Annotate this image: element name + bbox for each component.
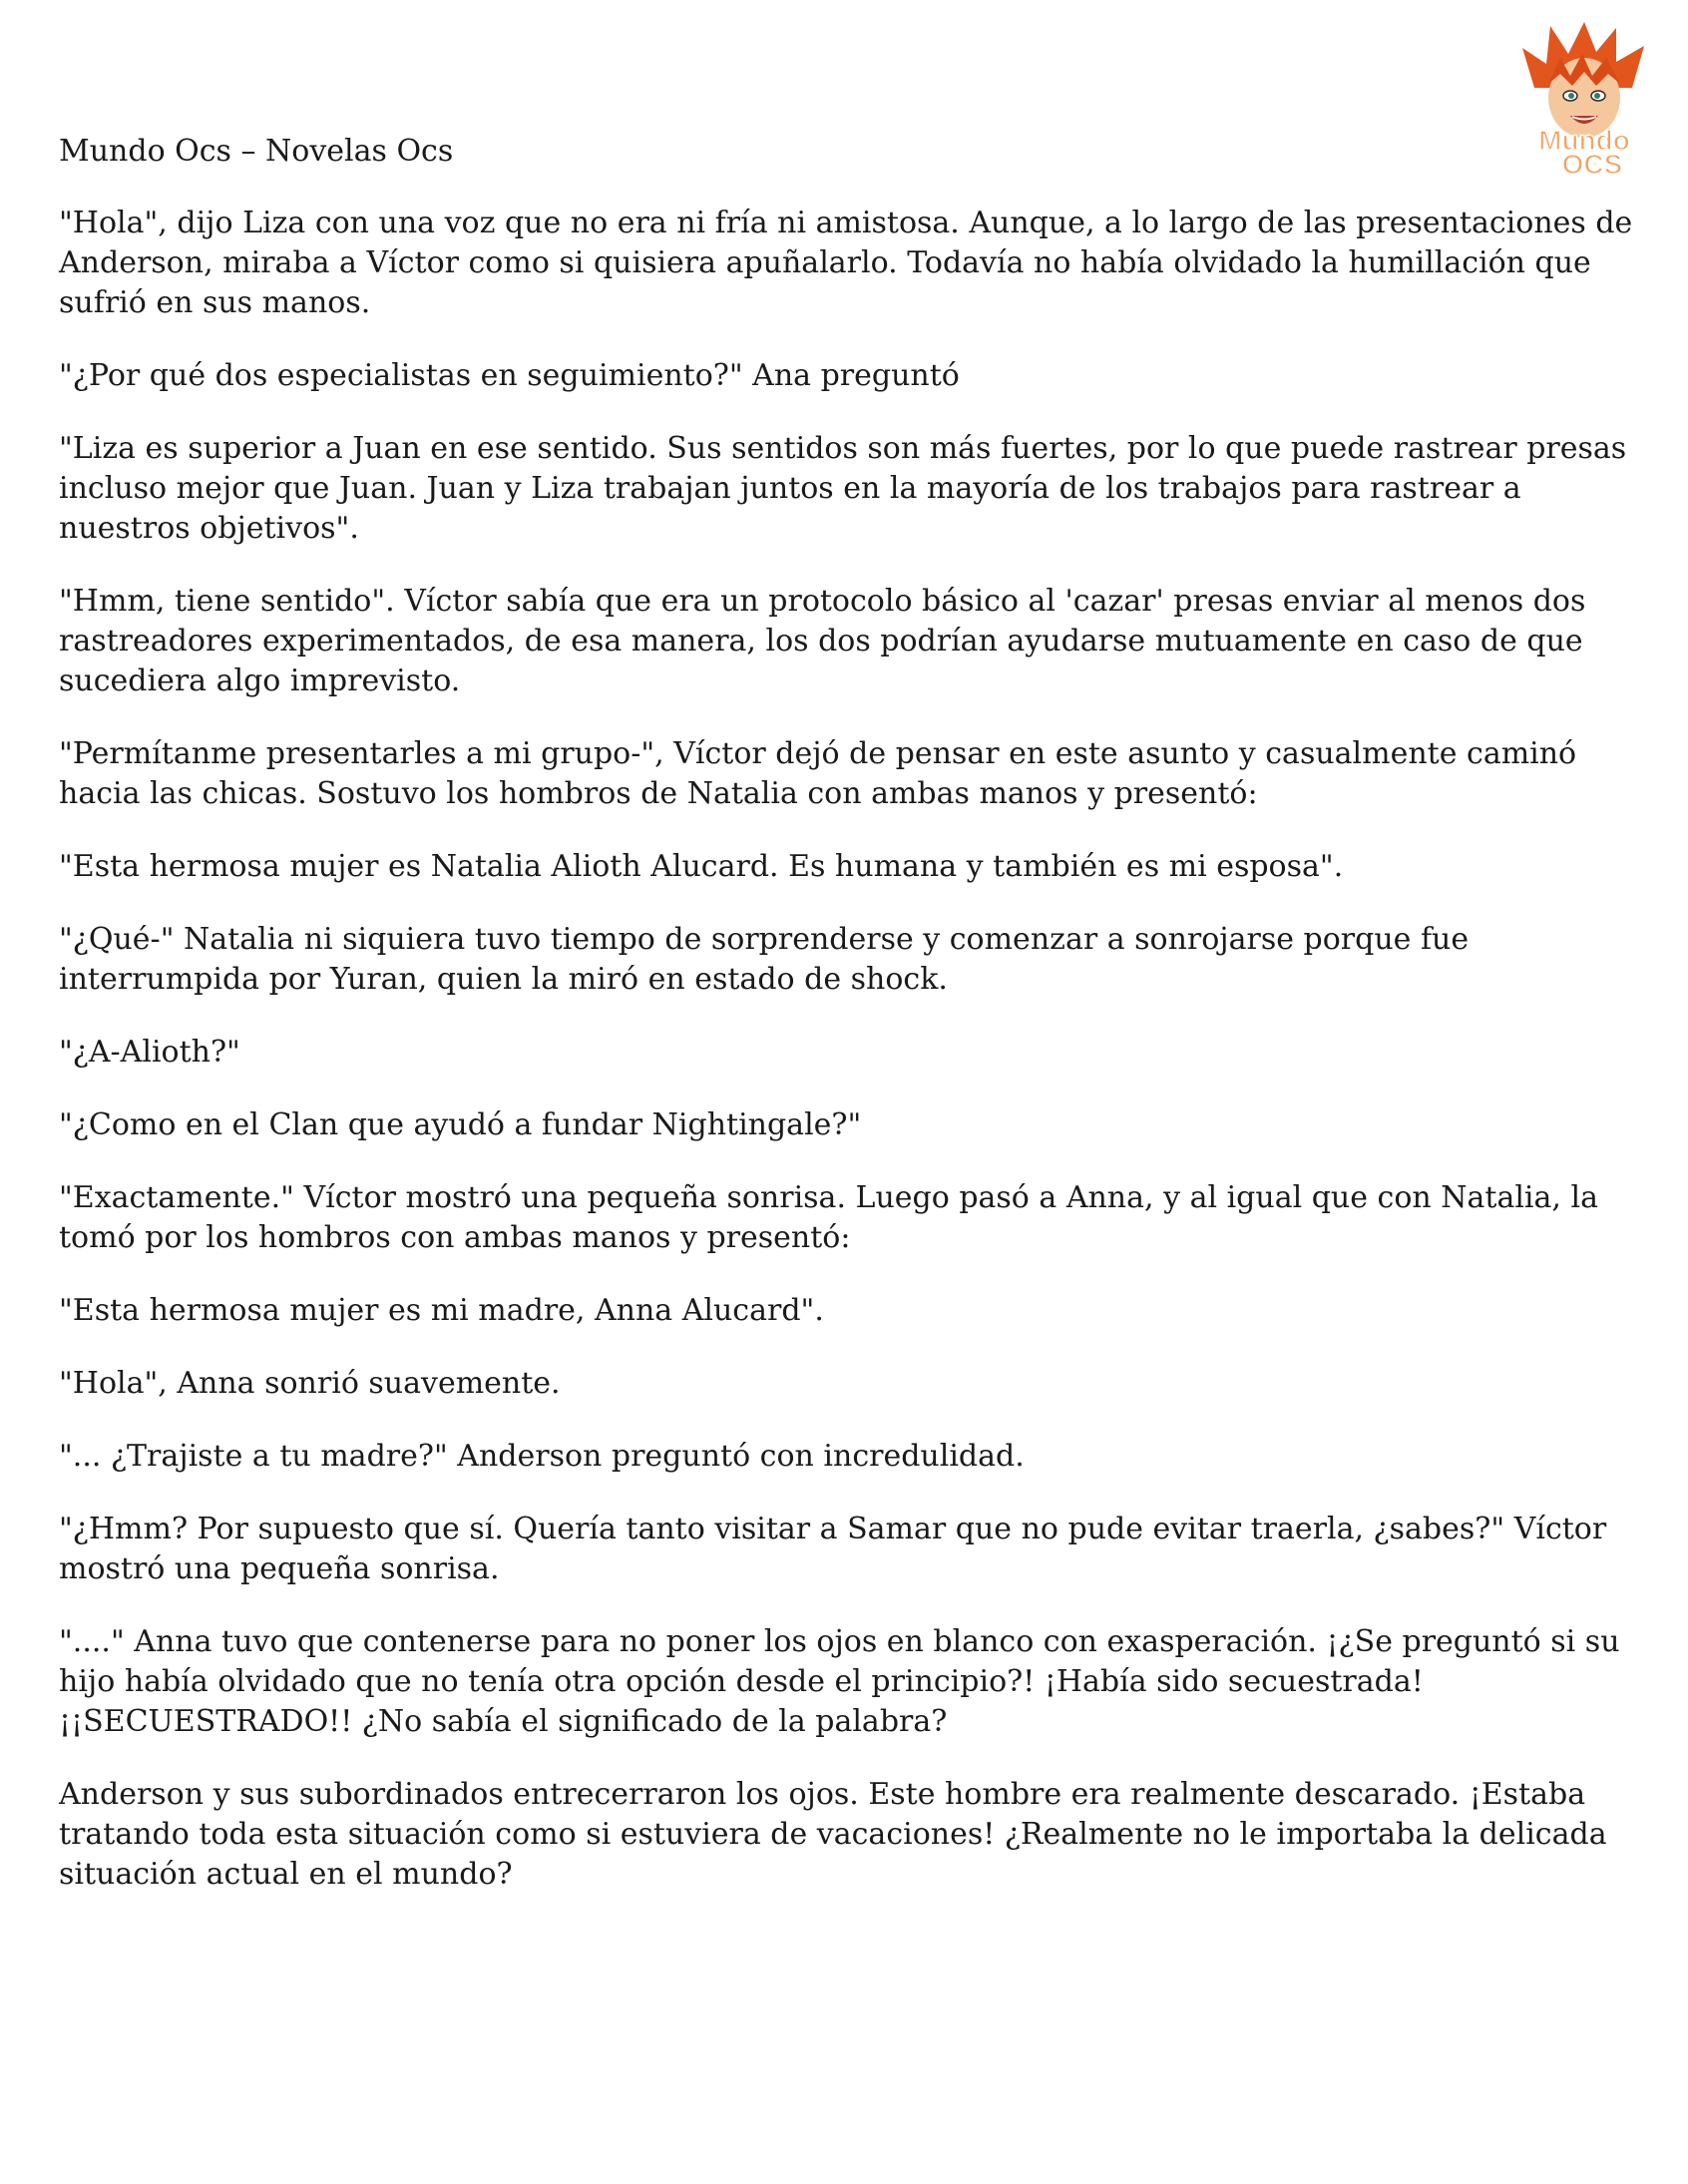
page-header: Mundo Ocs – Novelas Ocs — [59, 134, 454, 169]
logo-text-bottom: OCS — [1561, 149, 1623, 178]
paragraph-1: "Hola", dijo Liza con una voz que no era ni fría ni amistosa. Aunque, a lo largo de las presentaciones de Anderson, miraba a Víctor como si quisiera apuñalarlo. Todavía no había olvidado la humillación que sufrió en sus manos. — [59, 206, 1633, 320]
paragraph-7: "¿Qué-" Natalia ni siquiera tuvo tiempo de sorprenderse y comenzar a sonrojarse porque fue interrumpida por Yuran, quien la miró en estado de shock. — [59, 922, 1470, 997]
paragraph-15: "...." Anna tuvo que contenerse para no poner los ojos en blanco con exasperación. ¡¿Se preguntó si su hijo había olvidado que no tenía otra opción desde el principio?! ¡Había sido secuestrada! ¡¡SECUESTRADO!! ¿No sabía el significado de la palabra? — [59, 1624, 1620, 1739]
paragraph-9: "¿Como en el Clan que ayudó a fundar Nightingale?" — [59, 1107, 862, 1142]
paragraph-10: "Exactamente." Víctor mostró una pequeña sonrisa. Luego pasó a Anna, y al igual que con Natalia, la tomó por los hombros con ambas manos y presentó: — [59, 1180, 1598, 1255]
paragraph-8: "¿A-Alioth?" — [59, 1035, 240, 1070]
paragraph-2: "¿Por qué dos especialistas en seguimiento?" Ana preguntó — [59, 358, 960, 393]
document-body — [59, 132, 1633, 1928]
paragraph-5: "Permítanme presentarles a mi grupo-", Víctor dejó de pensar en este asunto y casualmente caminó hacia las chicas. Sostuvo los hombros de Natalia con ambas manos y presentó: — [59, 736, 1577, 811]
paragraph-6: "Esta hermosa mujer es Natalia Alioth Alucard. Es humana y también es mi esposa". — [59, 849, 1344, 884]
paragraph-16: Anderson y sus subordinados entrecerraron los ojos. Este hombre era realmente descarado. ¡Estaba tratando toda esta situación como si estuviera de vacaciones! ¿Realmente no le importaba la delicada situación actual en el mundo? — [59, 1777, 1607, 1892]
paragraph-3: "Liza es superior a Juan en ese sentido. Sus sentidos son más fuertes, por lo que puede rastrear presas incluso mejor que Juan. Juan y Liza trabajan juntos en la mayoría de los trabajos para rastrear a nuestros objetivos". — [59, 431, 1627, 546]
logo-text-top: Mundo — [1538, 125, 1630, 156]
paragraph-12: "Hola", Anna sonrió suavemente. — [59, 1366, 561, 1401]
paragraph-13: "... ¿Trajiste a tu madre?" Anderson preguntó con incredulidad. — [59, 1439, 1025, 1474]
paragraph-11: "Esta hermosa mujer es mi madre, Anna Alucard". — [59, 1293, 824, 1328]
paragraph-4: "Hmm, tiene sentido". Víctor sabía que era un protocolo básico al 'cazar' presas enviar al menos dos rastreadores experimentados, de esa manera, los dos podrían ayudarse mutuamente en caso de que sucediera algo imprevisto. — [59, 584, 1586, 698]
paragraph-14: "¿Hmm? Por supuesto que sí. Quería tanto visitar a Samar que no pude evitar traerla, ¿sabes?" Víctor mostró una pequeña sonrisa. — [59, 1512, 1607, 1586]
